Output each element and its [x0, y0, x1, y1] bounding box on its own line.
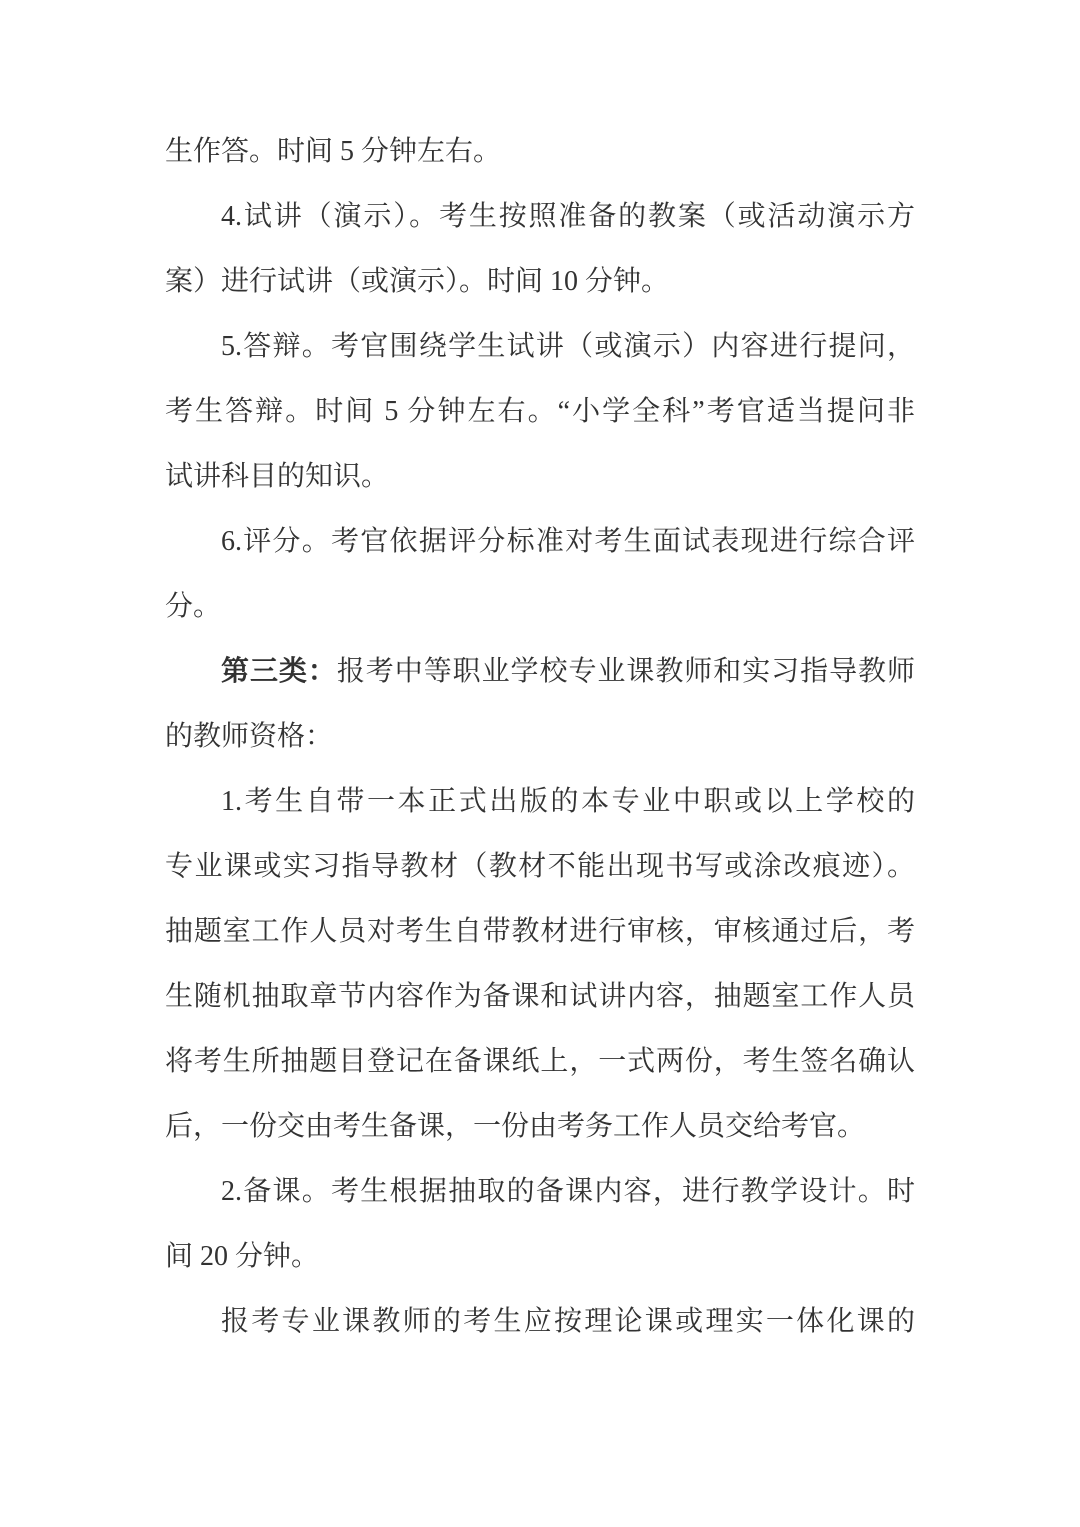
text-line-14: 生随机抽取章节内容作为备课和试讲内容，抽题室工作人员 [165, 981, 915, 1012]
text-line-9 [165, 639, 915, 704]
document-body [165, 119, 915, 1354]
category-heading-rest: 报考中等职业学校专业课教师和实习指导教师 [336, 656, 915, 687]
text-line-5: 考生答辩。时间 5 分钟左右。“小学全科”考官适当提问非 [165, 396, 915, 427]
text-line-16: 后，一份交由考生备课，一份由考务工作人员交给考官。 [165, 1111, 866, 1142]
text-line-6: 试讲科目的知识。 [165, 461, 390, 492]
text-line-18: 间 20 分钟。 [165, 1241, 320, 1272]
text-line-7: 6.评分。考官依据评分标准对考生面试表现进行综合评 [221, 526, 915, 557]
text-line-3: 案）进行试讲（或演示）。时间 10 分钟。 [165, 266, 670, 297]
text-line-1: 生作答。时间 5 分钟左右。 [165, 136, 502, 167]
text-line-19: 报考专业课教师的考生应按理论课或理实一体化课的 [221, 1306, 915, 1337]
text-line-12: 专业课或实习指导教材（教材不能出现书写或涂改痕迹）。 [165, 851, 915, 882]
text-line-2: 4.试讲（演示）。考生按照准备的教案（或活动演示方 [221, 201, 915, 232]
text-line-13: 抽题室工作人员对考生自带教材进行审核，审核通过后，考 [165, 916, 915, 947]
text-line-4: 5.答辩。考官围绕学生试讲（或演示）内容进行提问， [221, 331, 915, 362]
text-line-8: 分。 [165, 591, 222, 622]
text-line-10: 的教师资格： [165, 721, 334, 752]
text-line-11: 1.考生自带一本正式出版的本专业中职或以上学校的 [221, 786, 915, 817]
text-line-17: 2.备课。考生根据抽取的备课内容，进行教学设计。时 [221, 1176, 915, 1207]
text-line-15: 将考生所抽题目登记在备课纸上，一式两份，考生签名确认 [165, 1046, 915, 1077]
category-heading-bold: 第三类： [221, 656, 337, 687]
